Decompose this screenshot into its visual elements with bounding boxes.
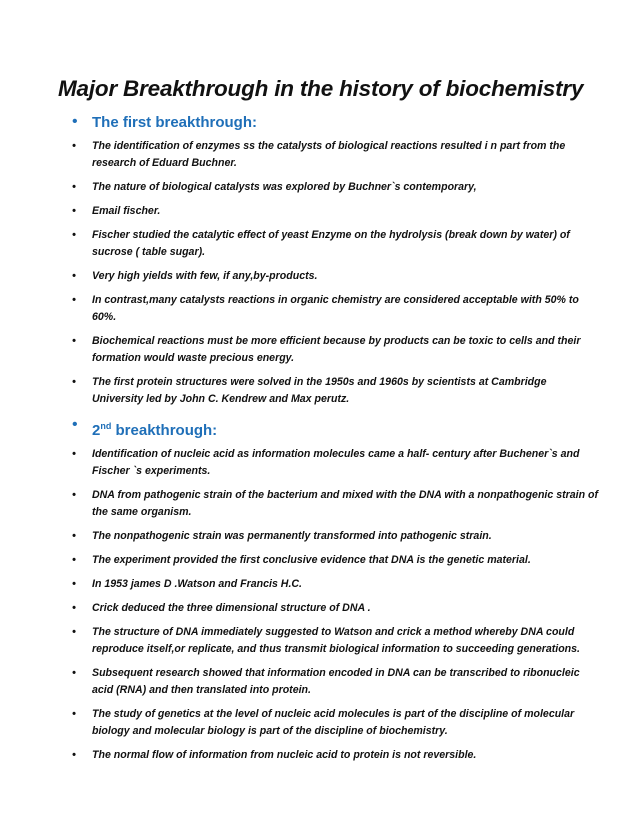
bullet-icon: •: [72, 708, 76, 720]
bullet-icon: •: [72, 270, 76, 282]
heading-number: 2: [92, 422, 101, 439]
bullet-icon: •: [72, 578, 76, 590]
list-item-text: The experiment provided the first conclusive evidence that DNA is the genetic material.: [92, 554, 531, 566]
bullet-icon: •: [72, 489, 76, 501]
list-item: [58, 227, 598, 261]
list-item-text: The identification of enzymes ss the catalysts of biological reactions resulted i n part from the research of Eduard Buchner.: [92, 140, 566, 169]
list-item-text: The first protein structures were solved in the 1950s and 1960s by scientists at Cambridge University led by John C. Kendrew and Max perutz.: [92, 376, 547, 405]
list-item: [58, 292, 598, 326]
list-item: [58, 179, 598, 196]
section-heading-first: [58, 112, 598, 134]
section-heading-second: [58, 415, 598, 442]
bullet-icon: •: [72, 205, 76, 217]
section-heading-text: [92, 422, 217, 439]
bullet-icon: •: [72, 626, 76, 638]
list-item-text: Identification of nucleic acid as information molecules came a half- century after Buchener`s and Fischer `s experiments.: [92, 448, 580, 477]
bullet-icon: •: [72, 113, 78, 130]
bullet-icon: •: [72, 749, 76, 761]
list-item: [58, 374, 598, 408]
bullet-icon: •: [72, 376, 76, 388]
bullet-icon: •: [72, 602, 76, 614]
list-item-text: Email fischer.: [92, 205, 161, 217]
list-item-text: The structure of DNA immediately suggested to Watson and crick a method whereby DNA could reproduce itself,or replicate, and thus transmit biological information to succeeding generations.: [92, 626, 580, 655]
list-item: [58, 203, 598, 220]
bullet-list: [58, 112, 598, 764]
list-item-text: Subsequent research showed that information encoded in DNA can be transcribed to ribonucleic acid (RNA) and then translated into protein.: [92, 667, 580, 696]
bullet-icon: •: [72, 530, 76, 542]
list-item: [58, 446, 598, 480]
list-item-text: Fischer studied the catalytic effect of yeast Enzyme on the hydrolysis (break down by water) of sucrose ( table sugar).: [92, 229, 570, 258]
list-item: [58, 600, 598, 617]
page-title: Major Breakthrough in the history of biochemistry: [58, 76, 584, 101]
bullet-icon: •: [72, 667, 76, 679]
section-heading-text: The first breakthrough:: [92, 114, 258, 131]
list-item-text: Very high yields with few, if any,by-products.: [92, 270, 318, 282]
list-item-text: Biochemical reactions must be more efficient because by products can be toxic to cells and their formation would waste precious energy.: [92, 335, 581, 364]
bullet-icon: •: [72, 335, 76, 347]
bullet-icon: •: [72, 554, 76, 566]
list-item-text: In 1953 james D .Watson and Francis H.C.: [92, 578, 302, 590]
bullet-icon: •: [72, 448, 76, 460]
list-item: [58, 268, 598, 285]
list-item: [58, 138, 598, 172]
list-item: [58, 333, 598, 367]
list-item-text: The study of genetics at the level of nucleic acid molecules is part of the discipline of molecular biology and molecular biology is part of the discipline of biochemistry.: [92, 708, 575, 737]
list-item-text: The normal flow of information from nucleic acid to protein is not reversible.: [92, 749, 477, 761]
bullet-icon: •: [72, 181, 76, 193]
bullet-icon: •: [72, 416, 78, 433]
list-item: [58, 552, 598, 569]
bullet-icon: •: [72, 140, 76, 152]
list-item: [58, 706, 598, 740]
list-item: [58, 747, 598, 764]
list-item: [58, 665, 598, 699]
list-item: [58, 528, 598, 545]
heading-rest: breakthrough:: [111, 422, 218, 439]
list-item-text: The nonpathogenic strain was permanently transformed into pathogenic strain.: [92, 530, 492, 542]
bullet-icon: •: [72, 229, 76, 241]
list-item-text: DNA from pathogenic strain of the bacterium and mixed with the DNA with a nonpathogenic strain of the same organism.: [92, 489, 598, 518]
list-item: [58, 487, 598, 521]
list-item-text: Crick deduced the three dimensional structure of DNA .: [92, 602, 371, 614]
list-item: [58, 624, 598, 658]
heading-ordinal-suffix: nd: [100, 421, 112, 431]
list-item-text: The nature of biological catalysts was explored by Buchner`s contemporary,: [92, 181, 477, 193]
list-item-text: In contrast,many catalysts reactions in organic chemistry are considered acceptable with 50% to 60%.: [92, 294, 579, 323]
list-item: [58, 576, 598, 593]
bullet-icon: •: [72, 294, 76, 306]
